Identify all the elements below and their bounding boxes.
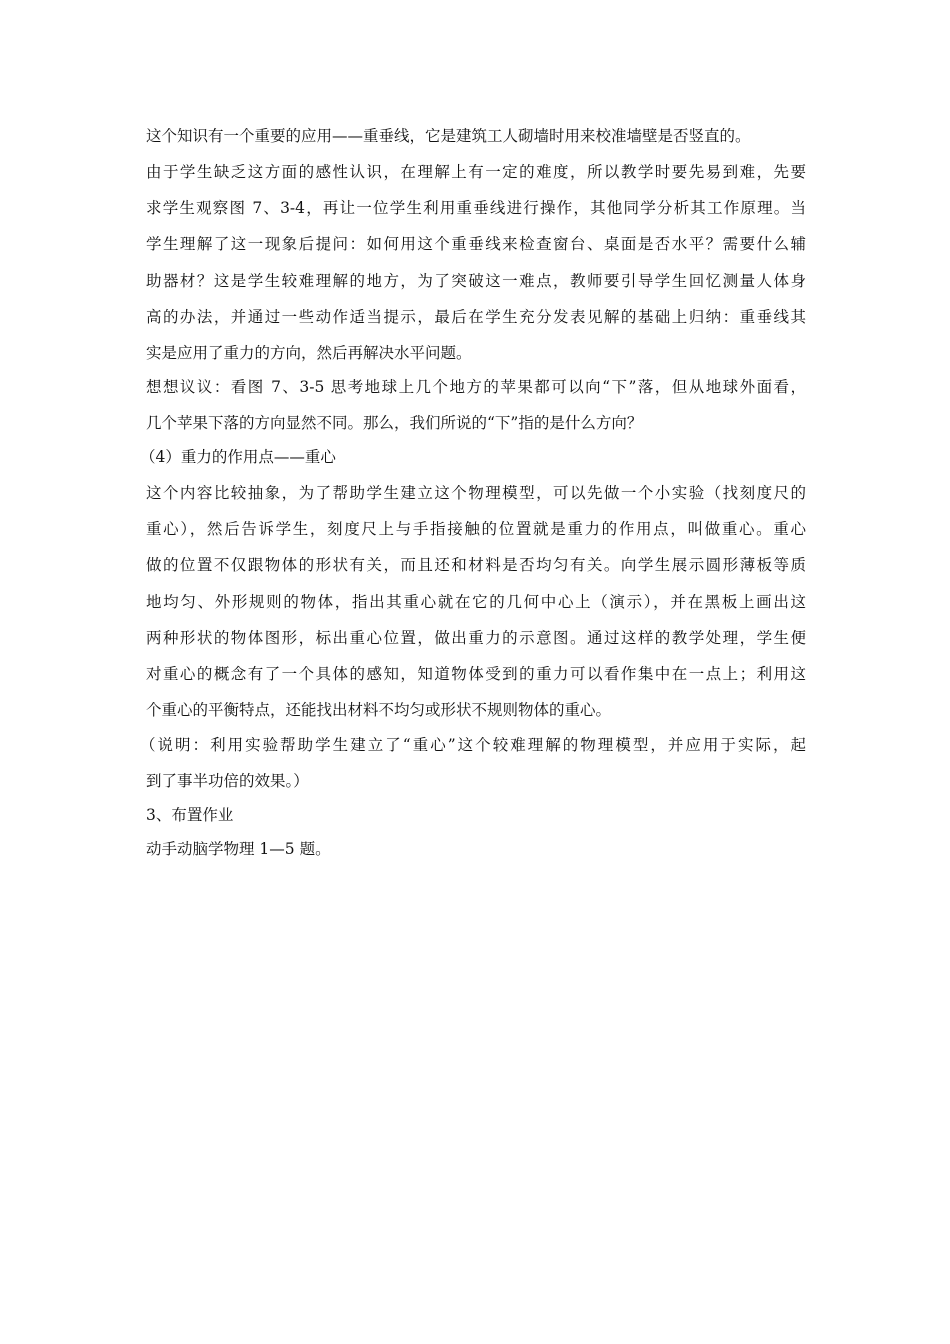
paragraph-line: 助器材？这是学生较难理解的地方，为了突破这一难点，教师要引导学生回忆测量人体身 (146, 272, 806, 290)
paragraph-line: 求学生观察图 7、3-4，再让一位学生利用重垂线进行操作，其他同学分析其工作原理。当 (146, 199, 806, 217)
paragraph-line: 做的位置不仅跟物体的形状有关，而且还和材料是否均匀有关。向学生展示圆形薄板等质 (146, 556, 806, 574)
paragraph-line: 对重心的概念有了一个具体的感知，知道物体受到的重力可以看作集中在一点上；利用这 (146, 665, 806, 683)
paragraph-line: 地均匀、外形规则的物体，指出其重心就在它的几何中心上（演示），并在黑板上画出这 (146, 593, 806, 611)
paragraph-line: 动手动脑学物理 1—5 题。 (146, 840, 331, 858)
paragraph-line: 学生理解了这一现象后提问：如何用这个重垂线来检查窗台、桌面是否水平？需要什么辅 (146, 235, 806, 253)
note-line: 到了事半功倍的效果。） (146, 772, 309, 790)
section-heading: （4）重力的作用点——重心 (140, 448, 336, 466)
paragraph-line: 这个知识有一个重要的应用——重垂线，它是建筑工人砌墙时用来校准墙壁是否竖直的。 (146, 127, 751, 145)
paragraph-line: 两种形状的物体图形，标出重心位置，做出重力的示意图。通过这样的教学处理，学生便 (146, 629, 806, 647)
paragraph-line: 实是应用了重力的方向，然后再解决水平问题。 (146, 344, 472, 362)
section-heading: 3、布置作业 (146, 806, 234, 824)
paragraph-line: 重心），然后告诉学生，刻度尺上与手指接触的位置就是重力的作用点，叫做重心。重心 (146, 520, 806, 538)
paragraph-line: 想想议议：看图 7、3-5 思考地球上几个地方的苹果都可以向“下”落，但从地球外面看， (146, 378, 806, 396)
paragraph-line: 由于学生缺乏这方面的感性认识，在理解上有一定的难度，所以教学时要先易到难，先要 (146, 163, 806, 181)
paragraph-line: 几个苹果下落的方向显然不同。那么，我们所说的“下”指的是什么方向？ (146, 414, 643, 432)
note-line: （说明：利用实验帮助学生建立了“重心”这个较难理解的物理模型，并应用于实际，起 (140, 736, 806, 754)
paragraph-line: 个重心的平衡特点，还能找出材料不均匀或形状不规则物体的重心。 (146, 701, 612, 719)
paragraph-line: 高的办法，并通过一些动作适当提示，最后在学生充分发表见解的基础上归纳：重垂线其 (146, 308, 806, 326)
paragraph-line: 这个内容比较抽象，为了帮助学生建立这个物理模型，可以先做一个小实验（找刻度尺的 (146, 484, 806, 502)
